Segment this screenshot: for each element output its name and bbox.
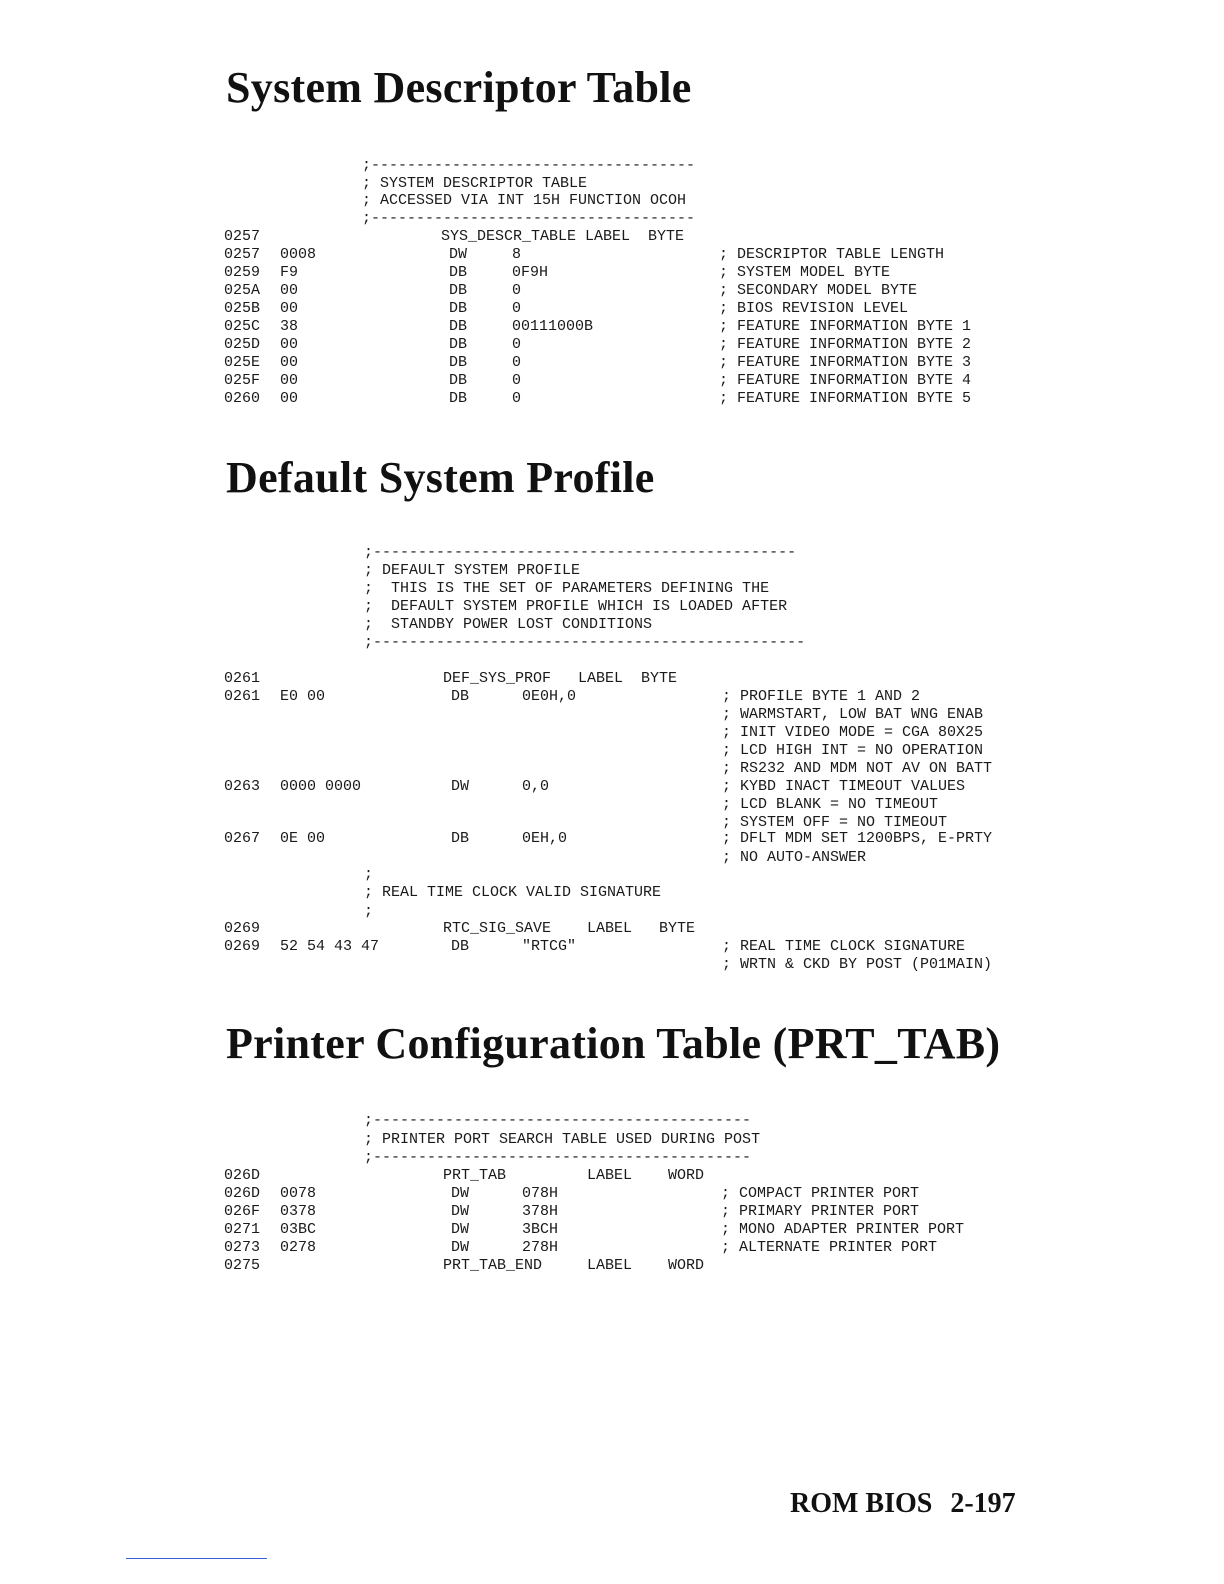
section-heading-printer-configuration-table: Printer Configuration Table (PRT_TAB) <box>226 1019 1001 1068</box>
code-comment: ; WRTN & CKD BY POST (P01MAIN) <box>722 956 993 973</box>
code-comment: ; REAL TIME CLOCK SIGNATURE <box>722 938 966 955</box>
code-line <box>0 1167 1224 1185</box>
code-line <box>0 264 1224 282</box>
code-comment: ; BIOS REVISION LEVEL <box>719 300 909 317</box>
code-arg: 0 <box>512 282 522 299</box>
code-addr: 0261 <box>224 670 261 687</box>
code-obj: 52 54 43 47 <box>280 938 380 955</box>
code-comment: ; WARMSTART, LOW BAT WNG ENAB <box>722 706 984 723</box>
code-note: ; <box>364 903 374 920</box>
code-note: ;------------------------------------------------ <box>364 634 806 651</box>
code-line <box>0 903 1224 921</box>
code-addr: 025A <box>224 282 261 299</box>
code-arg: 0F9H <box>512 264 549 281</box>
code-op: DB <box>451 688 470 705</box>
code-op: DW <box>451 1203 470 1220</box>
code-line <box>0 300 1224 318</box>
code-addr: 0261 <box>224 688 261 705</box>
code-comment: ; FEATURE INFORMATION BYTE 3 <box>719 354 972 371</box>
code-op: DW <box>451 778 470 795</box>
code-op: DW <box>449 246 468 263</box>
code-obj: 00 <box>280 372 299 389</box>
code-comment: ; COMPACT PRINTER PORT <box>721 1185 920 1202</box>
code-line <box>0 1239 1224 1257</box>
code-obj: 0278 <box>280 1239 317 1256</box>
code-line <box>0 849 1224 867</box>
code-comment: ; ALTERNATE PRINTER PORT <box>721 1239 938 1256</box>
code-op: DB <box>451 938 470 955</box>
code-line <box>0 688 1224 706</box>
code-comment: ; PRIMARY PRINTER PORT <box>721 1203 920 1220</box>
code-addr: 025B <box>224 300 261 317</box>
code-comment: ; SYSTEM OFF = NO TIMEOUT <box>722 814 948 831</box>
code-arg: 0 <box>512 390 522 407</box>
code-comment: ; LCD BLANK = NO TIMEOUT <box>722 796 939 813</box>
code-label: PRT_TAB LABEL WORD <box>443 1167 705 1184</box>
code-line <box>0 706 1224 724</box>
code-label: SYS_DESCR_TABLE LABEL BYTE <box>441 228 685 245</box>
code-comment: ; FEATURE INFORMATION BYTE 2 <box>719 336 972 353</box>
code-addr: 0273 <box>224 1239 261 1256</box>
code-obj: 0008 <box>280 246 317 263</box>
code-line <box>0 956 1224 974</box>
code-addr: 0257 <box>224 228 261 245</box>
code-op: DB <box>451 830 470 847</box>
code-line <box>0 157 1224 175</box>
code-line <box>0 598 1224 616</box>
code-addr: 0257 <box>224 246 261 263</box>
code-line <box>0 1221 1224 1239</box>
code-line <box>0 830 1224 848</box>
bottom-rule <box>126 1558 267 1559</box>
code-op: DB <box>449 336 468 353</box>
code-comment: ; FEATURE INFORMATION BYTE 4 <box>719 372 972 389</box>
code-obj: 0378 <box>280 1203 317 1220</box>
code-op: DW <box>451 1239 470 1256</box>
code-op: DB <box>449 354 468 371</box>
code-line <box>0 1257 1224 1275</box>
code-line <box>0 246 1224 264</box>
code-obj: 00 <box>280 336 299 353</box>
code-arg: 378H <box>522 1203 559 1220</box>
section-heading-system-descriptor-table: System Descriptor Table <box>226 63 692 112</box>
code-op: DB <box>449 300 468 317</box>
code-line <box>0 1112 1224 1130</box>
code-comment: ; DESCRIPTOR TABLE LENGTH <box>719 246 945 263</box>
code-note: ; <box>364 866 374 883</box>
code-addr: 025F <box>224 372 261 389</box>
code-line <box>0 318 1224 336</box>
code-comment: ; KYBD INACT TIMEOUT VALUES <box>722 778 966 795</box>
code-arg: 0,0 <box>522 778 550 795</box>
code-arg: 0 <box>512 336 522 353</box>
code-comment: ; FEATURE INFORMATION BYTE 1 <box>719 318 972 335</box>
code-note: ;------------------------------------ <box>362 157 696 174</box>
code-line <box>0 372 1224 390</box>
code-op: DB <box>449 390 468 407</box>
code-obj: 0000 0000 <box>280 778 362 795</box>
code-line <box>0 938 1224 956</box>
code-addr: 026D <box>224 1167 261 1184</box>
code-line <box>0 562 1224 580</box>
code-op: DW <box>451 1185 470 1202</box>
code-addr: 0259 <box>224 264 261 281</box>
code-addr: 0271 <box>224 1221 261 1238</box>
footer-page-number: 2-197 <box>950 1488 1016 1519</box>
code-note: ; STANDBY POWER LOST CONDITIONS <box>364 616 653 633</box>
code-arg: 078H <box>522 1185 559 1202</box>
code-arg: 278H <box>522 1239 559 1256</box>
code-addr: 0263 <box>224 778 261 795</box>
code-comment: ; SYSTEM MODEL BYTE <box>719 264 891 281</box>
code-note: ; SYSTEM DESCRIPTOR TABLE <box>362 175 588 192</box>
code-op: DB <box>449 372 468 389</box>
code-note: ; PRINTER PORT SEARCH TABLE USED DURING POST <box>364 1131 761 1148</box>
code-line <box>0 742 1224 760</box>
code-note: ; ACCESSED VIA INT 15H FUNCTION OCOH <box>362 192 687 209</box>
code-op: DW <box>451 1221 470 1238</box>
code-arg: 3BCH <box>522 1221 559 1238</box>
code-line <box>0 796 1224 814</box>
code-note: ;------------------------------------ <box>362 210 696 227</box>
code-line <box>0 544 1224 562</box>
code-line <box>0 228 1224 246</box>
code-comment: ; NO AUTO-ANSWER <box>722 849 867 866</box>
code-comment: ; PROFILE BYTE 1 AND 2 <box>722 688 921 705</box>
code-comment: ; INIT VIDEO MODE = CGA 80X25 <box>722 724 984 741</box>
code-comment: ; FEATURE INFORMATION BYTE 5 <box>719 390 972 407</box>
code-addr: 026F <box>224 1203 261 1220</box>
code-obj: F9 <box>280 264 299 281</box>
code-arg: 0 <box>512 372 522 389</box>
code-note: ; DEFAULT SYSTEM PROFILE <box>364 562 581 579</box>
code-obj: 03BC <box>280 1221 317 1238</box>
code-comment: ; DFLT MDM SET 1200BPS, E-PRTY <box>722 830 993 847</box>
code-line <box>0 778 1224 796</box>
code-arg: 0 <box>512 354 522 371</box>
code-note: ;----------------------------------------------- <box>364 544 797 561</box>
code-op: DB <box>449 264 468 281</box>
code-addr: 0269 <box>224 920 261 937</box>
code-arg: 8 <box>512 246 522 263</box>
code-line <box>0 282 1224 300</box>
page-footer <box>790 1488 1016 1520</box>
code-line <box>0 1131 1224 1149</box>
code-note: ; THIS IS THE SET OF PARAMETERS DEFINING THE <box>364 580 770 597</box>
code-line <box>0 884 1224 902</box>
code-arg: 0 <box>512 300 522 317</box>
code-line <box>0 210 1224 228</box>
footer-section-title: ROM BIOS <box>790 1488 933 1519</box>
code-line <box>0 354 1224 372</box>
code-obj: 0078 <box>280 1185 317 1202</box>
code-comment: ; SECONDARY MODEL BYTE <box>719 282 918 299</box>
code-arg: 0E0H,0 <box>522 688 577 705</box>
code-line <box>0 1185 1224 1203</box>
code-line <box>0 390 1224 408</box>
code-obj: 00 <box>280 300 299 317</box>
code-obj: 0E 00 <box>280 830 326 847</box>
code-line <box>0 920 1224 938</box>
code-arg: 0EH,0 <box>522 830 568 847</box>
code-label: PRT_TAB_END LABEL WORD <box>443 1257 705 1274</box>
code-obj: E0 00 <box>280 688 326 705</box>
code-arg: "RTCG" <box>522 938 577 955</box>
code-obj: 38 <box>280 318 299 335</box>
code-note: ;------------------------------------------ <box>364 1149 752 1166</box>
code-line <box>0 670 1224 688</box>
code-note: ;------------------------------------------ <box>364 1112 752 1129</box>
code-line <box>0 192 1224 210</box>
code-line <box>0 175 1224 193</box>
code-line <box>0 634 1224 652</box>
code-line <box>0 866 1224 884</box>
code-line <box>0 1149 1224 1167</box>
code-op: DB <box>449 318 468 335</box>
code-comment: ; RS232 AND MDM NOT AV ON BATT <box>722 760 993 777</box>
code-addr: 025C <box>224 318 261 335</box>
section-heading-default-system-profile: Default System Profile <box>226 453 655 502</box>
code-obj: 00 <box>280 354 299 371</box>
code-addr: 0267 <box>224 830 261 847</box>
code-comment: ; LCD HIGH INT = NO OPERATION <box>722 742 984 759</box>
code-addr: 0275 <box>224 1257 261 1274</box>
code-addr: 0260 <box>224 390 261 407</box>
code-addr: 025D <box>224 336 261 353</box>
code-comment: ; MONO ADAPTER PRINTER PORT <box>721 1221 965 1238</box>
code-addr: 0269 <box>224 938 261 955</box>
code-note: ; DEFAULT SYSTEM PROFILE WHICH IS LOADED AFTER <box>364 598 788 615</box>
code-line <box>0 616 1224 634</box>
code-line <box>0 760 1224 778</box>
code-note: ; REAL TIME CLOCK VALID SIGNATURE <box>364 884 662 901</box>
code-line <box>0 336 1224 354</box>
code-arg: 00111000B <box>512 318 594 335</box>
code-line <box>0 1203 1224 1221</box>
code-obj: 00 <box>280 390 299 407</box>
code-label: DEF_SYS_PROF LABEL BYTE <box>443 670 678 687</box>
code-line <box>0 724 1224 742</box>
code-addr: 025E <box>224 354 261 371</box>
code-line <box>0 580 1224 598</box>
code-obj: 00 <box>280 282 299 299</box>
code-label: RTC_SIG_SAVE LABEL BYTE <box>443 920 696 937</box>
code-addr: 026D <box>224 1185 261 1202</box>
code-op: DB <box>449 282 468 299</box>
